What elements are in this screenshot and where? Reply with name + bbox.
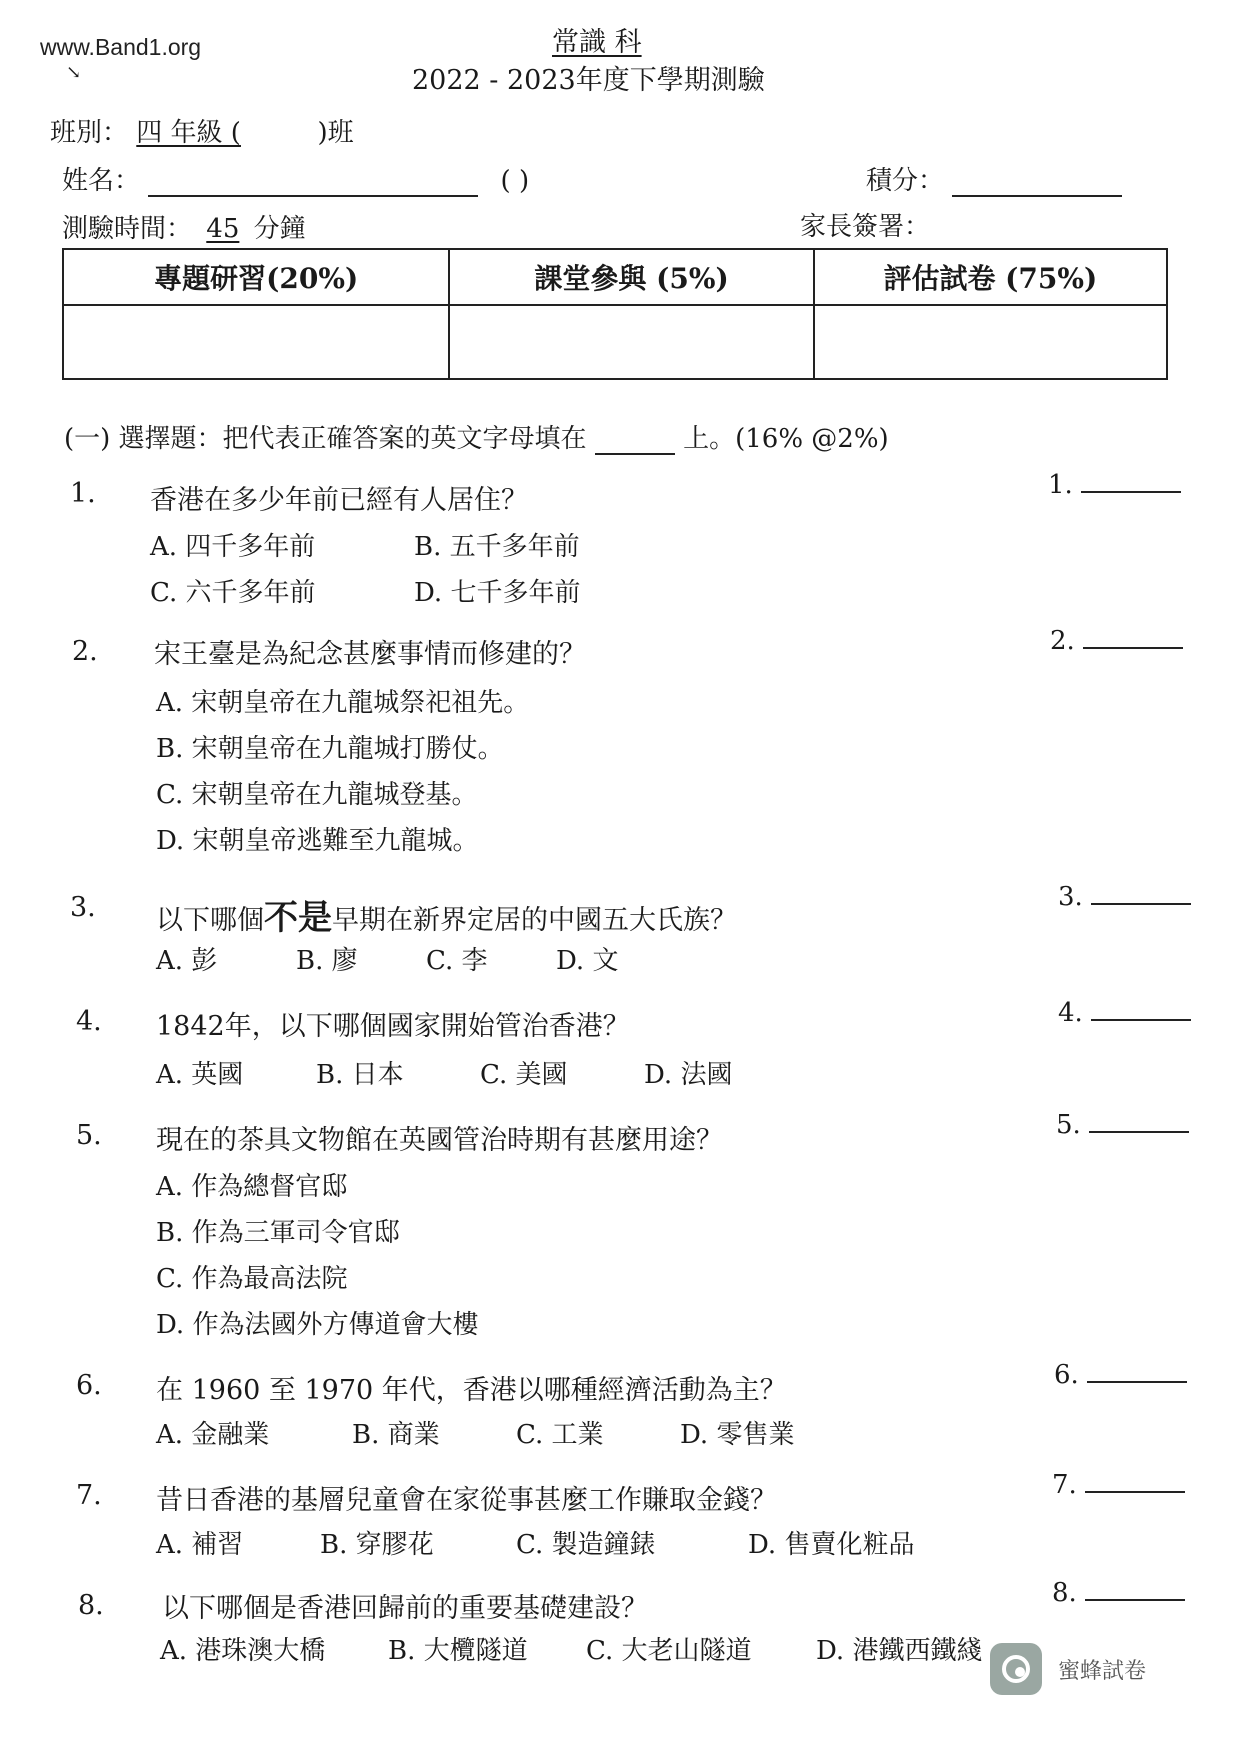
question-text <box>156 890 737 939</box>
question-text: 在 1960 至 1970 年代，香港以哪種經濟活動為主？ <box>156 1375 787 1406</box>
answer-blank[interactable] <box>1081 471 1181 493</box>
answer-label: 1. <box>1048 470 1073 500</box>
answer-blank[interactable] <box>1089 1111 1189 1133</box>
option-d: D. 文 <box>556 946 619 976</box>
option-a: A. 宋朝皇帝在九龍城祭祀祖先。 <box>156 688 530 718</box>
answer-blank[interactable] <box>1085 1471 1185 1493</box>
question-text: 香港在多少年前已經有人居住？ <box>150 485 528 516</box>
score-row <box>866 160 1122 197</box>
participation-score-header: 課堂參與 (5%) <box>449 249 813 305</box>
question-number: 2. <box>72 636 98 667</box>
answer-slot[interactable] <box>1052 1470 1185 1500</box>
exam-score-header: 評估試卷 (75%) <box>814 249 1167 305</box>
option-a: A. 作為總督官邸 <box>156 1172 348 1202</box>
project-score-cell[interactable] <box>63 305 449 379</box>
section-suffix: 上。(16% @2%) <box>683 424 889 454</box>
pen-mark-icon: ↘ <box>66 62 82 83</box>
participation-score-cell[interactable] <box>449 305 813 379</box>
option-a: A. 港珠澳大橋 <box>160 1636 326 1666</box>
section-blank <box>595 431 675 455</box>
question-text-part: 以下哪個 <box>156 905 264 936</box>
exam-score-cell[interactable] <box>814 305 1167 379</box>
question-text: 宋王臺是為紀念甚麼事情而修建的？ <box>154 639 586 670</box>
class-number-paren: ( ) <box>500 166 530 196</box>
option-c: C. 工業 <box>516 1420 604 1450</box>
time-value: 45 <box>206 214 240 244</box>
answer-slot[interactable] <box>1048 470 1181 500</box>
answer-label: 7. <box>1052 1470 1077 1500</box>
option-d: D. 七千多年前 <box>414 578 581 608</box>
option-d: D. 零售業 <box>680 1420 795 1450</box>
answer-blank[interactable] <box>1087 1361 1187 1383</box>
option-a: A. 金融業 <box>156 1420 270 1450</box>
question-number: 8. <box>78 1590 104 1621</box>
exam-title: 2022 - 2023年度下學期測驗 <box>412 65 765 96</box>
question-text: 現在的茶具文物館在英國管治時期有甚麼用途？ <box>156 1125 723 1156</box>
answer-slot[interactable] <box>1054 1360 1187 1390</box>
answer-slot[interactable] <box>1058 998 1191 1028</box>
name-label: 姓名： <box>62 166 141 196</box>
name-field[interactable] <box>148 167 478 197</box>
answer-slot[interactable] <box>1052 1578 1185 1608</box>
answer-slot[interactable] <box>1050 626 1183 656</box>
question-number: 7. <box>76 1480 102 1511</box>
answer-label: 5. <box>1056 1110 1081 1140</box>
option-c: C. 大老山隧道 <box>586 1636 752 1666</box>
option-b: B. 商業 <box>352 1420 440 1450</box>
option-b: B. 大欖隧道 <box>388 1636 528 1666</box>
answer-label: 8. <box>1052 1578 1077 1608</box>
answer-label: 4. <box>1058 998 1083 1028</box>
option-c: C. 美國 <box>480 1060 568 1090</box>
question-number: 3. <box>70 892 96 923</box>
answer-label: 6. <box>1054 1360 1079 1390</box>
time-row <box>62 208 306 245</box>
parent-signature-label: 家長簽署： <box>800 212 931 242</box>
option-b: B. 日本 <box>316 1060 404 1090</box>
option-d: D. 售賣化粧品 <box>748 1530 915 1560</box>
option-b: B. 作為三軍司令官邸 <box>156 1218 400 1248</box>
question-text: 昔日香港的基層兒童會在家從事甚麼工作賺取金錢？ <box>156 1485 777 1516</box>
question-emphasis: 不是 <box>264 898 332 938</box>
option-a: A. 彭 <box>156 946 218 976</box>
question-number: 4. <box>76 1006 102 1037</box>
option-d: D. 法國 <box>644 1060 733 1090</box>
question-number: 5. <box>76 1120 102 1151</box>
option-c: C. 宋朝皇帝在九龍城登基。 <box>156 780 478 810</box>
option-a: A. 四千多年前 <box>150 532 316 562</box>
answer-label: 3. <box>1058 882 1083 912</box>
answer-label: 2. <box>1050 626 1075 656</box>
question-number: 6. <box>76 1370 102 1401</box>
option-c: C. 六千多年前 <box>150 578 316 608</box>
answer-blank[interactable] <box>1091 883 1191 905</box>
question-text-part: 早期在新界定居的中國五大氏族？ <box>332 905 737 936</box>
answer-slot[interactable] <box>1058 882 1191 912</box>
option-d: D. 港鐵西鐵綫 <box>816 1636 983 1666</box>
option-b: B. 穿膠花 <box>320 1530 434 1560</box>
subject-title: 常識 科 <box>552 27 642 58</box>
question-text: 以下哪個是香港回歸前的重要基礎建設？ <box>162 1593 648 1624</box>
class-suffix: )班 <box>317 118 354 148</box>
project-score-header: 專題研習(20%) <box>63 249 449 305</box>
score-field[interactable] <box>952 167 1122 197</box>
answer-slot[interactable] <box>1056 1110 1189 1140</box>
section-heading <box>64 418 889 455</box>
option-c: C. 製造鐘錶 <box>516 1530 656 1560</box>
logo-swirl-icon <box>999 1652 1033 1686</box>
class-value: 四 年級 ( <box>136 118 241 148</box>
option-b: B. 五千多年前 <box>414 532 580 562</box>
option-c: C. 作為最高法院 <box>156 1264 348 1294</box>
logo-text: 蜜蜂試卷 <box>1058 1659 1147 1684</box>
bee-logo-icon <box>990 1643 1042 1695</box>
site-url: www.Band1.org <box>40 34 202 60</box>
option-b: B. 宋朝皇帝在九龍城打勝仗。 <box>156 734 504 764</box>
class-label: 班別： <box>50 118 129 148</box>
score-label: 積分： <box>866 166 945 196</box>
option-d: D. 宋朝皇帝逃難至九龍城。 <box>156 826 479 856</box>
option-c: C. 李 <box>426 946 488 976</box>
name-row <box>62 160 529 197</box>
section-title: (一) 選擇題：把代表正確答案的英文字母填在 <box>64 424 587 454</box>
question-text: 1842年，以下哪個國家開始管治香港？ <box>156 1011 630 1042</box>
class-row <box>50 112 354 149</box>
time-label: 測驗時間： <box>62 214 193 244</box>
score-table <box>62 248 1168 380</box>
answer-blank[interactable] <box>1091 999 1191 1021</box>
question-number: 1. <box>70 478 96 509</box>
option-a: A. 補習 <box>156 1530 244 1560</box>
answer-blank[interactable] <box>1085 1579 1185 1601</box>
option-d: D. 作為法國外方傳道會大樓 <box>156 1310 479 1340</box>
option-a: A. 英國 <box>156 1060 244 1090</box>
answer-blank[interactable] <box>1083 627 1183 649</box>
option-b: B. 廖 <box>296 946 358 976</box>
time-unit: 分鐘 <box>253 214 306 244</box>
